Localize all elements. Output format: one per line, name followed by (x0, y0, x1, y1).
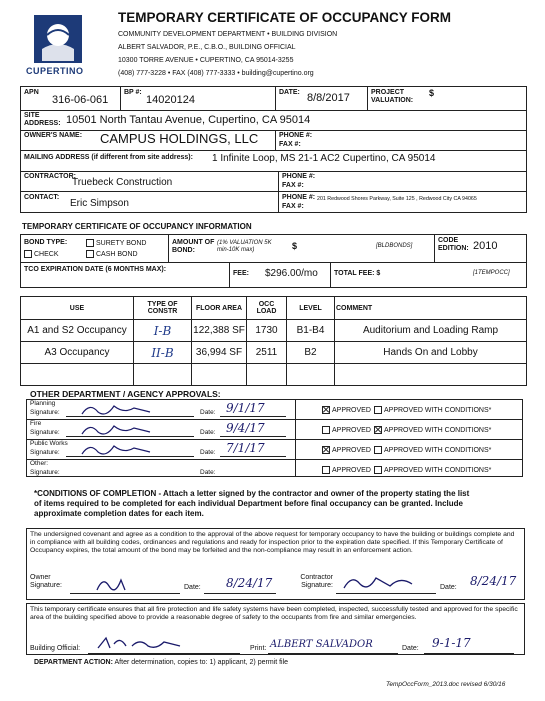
owner-date[interactable]: 8/24/17 (226, 576, 273, 590)
approved-conditions-checkbox[interactable] (374, 426, 382, 434)
cell-use[interactable]: A1 and S2 Occupancy (21, 320, 134, 342)
seal-emblem-icon (36, 17, 80, 61)
cell-area[interactable]: 36,994 SF (192, 342, 247, 364)
valuation-label: PROJECT VALUATION: (371, 89, 414, 104)
approved-conditions-checkbox[interactable] (374, 406, 382, 414)
tco-section-title: TEMPORARY CERTIFICATE OF OCCUPANCY INFORMATION (22, 222, 252, 231)
owner-label: OWNER'S NAME: (24, 132, 83, 139)
date-label: Date: (200, 469, 216, 476)
bp-label: BP #: (124, 89, 142, 96)
cell-load[interactable]: 2511 (247, 342, 287, 364)
tco-expiration-label: TCO EXPIRATION DATE (6 MONTHS MAX): (24, 266, 167, 273)
official-date[interactable]: 9-1-17 (432, 636, 471, 650)
dept-name: Planning (30, 400, 56, 407)
signature-scribble-icon (80, 420, 170, 438)
revision-note: TempOccForm_2013.doc revised 6/30/16 (386, 681, 506, 688)
form-title: TEMPORARY CERTIFICATE OF OCCUPANCY FORM (118, 10, 452, 25)
approved-conditions-checkbox[interactable] (374, 466, 382, 474)
date-label: Date: (200, 409, 216, 416)
print-name[interactable]: ALBERT SALVADOR (270, 639, 373, 650)
amount-sign: $ (292, 241, 298, 251)
cell-level[interactable]: B2 (287, 342, 335, 364)
col-area: FLOOR AREA (192, 297, 247, 320)
surety-option[interactable]: SURETY BOND (86, 239, 146, 248)
cell-type[interactable]: I-B (134, 320, 192, 342)
approved-checkbox[interactable] (322, 446, 330, 454)
apn-value[interactable]: 316-06-061 (52, 94, 109, 106)
approved-conditions-option[interactable]: APPROVED WITH CONDITIONS* (374, 426, 491, 434)
amount-note: (1% VALUATION 5K min-10K max) (217, 240, 272, 253)
official-text: This temporary certificate ensures that all fire protection and life safety systems have been completed, inspected, successfully tested and approved for the specific area of the building specified above to provide a reasonable degree of safety to the occupants from fire and similar emergencies. (30, 606, 518, 621)
cell-level[interactable]: B1-B4 (287, 320, 335, 342)
approval-date[interactable]: 9/1/17 (226, 401, 265, 415)
approved-checkbox[interactable] (322, 406, 330, 414)
contact-phone-value[interactable]: 201 Redwood Shores Parkway, Suite 125 , Redwood City CA 94065 (317, 196, 477, 202)
cash-checkbox[interactable] (86, 250, 94, 258)
date-label: DATE: (279, 89, 300, 96)
action-label: DEPARTMENT ACTION: (34, 659, 113, 666)
city-seal (34, 15, 82, 63)
contractor-label: CONTRACTOR: (24, 173, 76, 180)
contact-label: CONTACT: (24, 194, 60, 201)
surety-checkbox[interactable] (86, 239, 94, 247)
signature-scribble-icon (80, 440, 170, 458)
fee-value[interactable]: $296.00/mo (265, 268, 318, 279)
col-comment: COMMENT (335, 297, 527, 320)
approved-option[interactable]: APPROVED (322, 446, 371, 454)
table-row (21, 342, 527, 364)
valuation-sign: $ (429, 88, 435, 98)
col-type: TYPE OF CONSTR (134, 297, 192, 320)
bp-value[interactable]: 14020124 (146, 94, 195, 106)
signature-label: Signature: (30, 469, 60, 476)
cell-level[interactable] (287, 364, 335, 386)
contractor-date[interactable]: 8/24/17 (470, 574, 517, 588)
logo-text: CUPERTINO (26, 66, 84, 76)
conditions-text: *CONDITIONS OF COMPLETION - Attach a letter signed by the contractor and owner of the property stating the list of items required to be completed for each individual Department before final occupancy can be granted. Include approximate completion dates for each item. (34, 489, 470, 518)
contact-phone-label: PHONE #: (282, 194, 316, 201)
bldbonds-code: [BLDBONDS] (376, 243, 413, 249)
action-text: After determination, copies to: 1) applicant, 2) permit file (114, 659, 289, 666)
date-label: Date: (200, 449, 216, 456)
building-official-label: Building Official: (30, 645, 81, 652)
check-checkbox[interactable] (24, 250, 32, 258)
approved-conditions-checkbox[interactable] (374, 446, 382, 454)
approved-option[interactable]: APPROVED (322, 406, 371, 414)
signature-scribble-icon (80, 400, 170, 418)
approved-checkbox[interactable] (322, 466, 330, 474)
cell-use[interactable]: A3 Occupancy (21, 342, 134, 364)
approval-date[interactable]: 9/4/17 (226, 421, 265, 435)
mailing-value[interactable]: 1 Infinite Loop, MS 21-1 AC2 Cupertino, CA 95014 (212, 153, 436, 164)
table-header-row (21, 297, 527, 320)
approved-conditions-option[interactable]: APPROVED WITH CONDITIONS* (374, 466, 491, 474)
signature-label: Signature: (30, 429, 60, 436)
approval-signature[interactable] (80, 440, 170, 463)
contact-fax-label: FAX #: (282, 203, 304, 210)
signature-label: Signature: (30, 449, 60, 456)
dept-name: Fire (30, 420, 42, 427)
cell-use[interactable] (21, 364, 134, 386)
approved-option[interactable]: APPROVED (322, 466, 371, 474)
contractor-signature-scribble-icon (340, 570, 430, 594)
contact-value[interactable]: Eric Simpson (70, 198, 129, 209)
owner-signature-label: Owner Signature: (30, 574, 62, 589)
contractor-value[interactable]: Truebeck Construction (72, 177, 173, 188)
table-row (21, 320, 527, 342)
approved-conditions-option[interactable]: APPROVED WITH CONDITIONS* (374, 446, 491, 454)
official-date-label: Date: (402, 645, 419, 652)
date-value[interactable]: 8/8/2017 (307, 92, 350, 104)
mailing-label: MAILING ADDRESS (if different from site address): (24, 154, 193, 161)
approved-checkbox[interactable] (322, 426, 330, 434)
official-line: ALBERT SALVADOR, P.E., C.B.O., BUILDING OFFICIAL (118, 44, 296, 51)
site-label: SITE ADDRESS: (24, 112, 61, 127)
approval-date[interactable]: 7/1/17 (226, 441, 265, 455)
covenant-text: The undersigned covenant and agree as a condition to the approval of the above request for temporary occupancy to have the building or buildings complete and in compliance with all building codes, ordinances and regulations and ready for inspection prior to the expiration date specified. If this Temporary Certificate of Occupancy expires, the total amount of the bond may be forfeited and the non-compliance may result in an enforcement action. (30, 531, 515, 554)
col-level: LEVEL (287, 297, 335, 320)
print-label: Print: (250, 645, 267, 652)
owner-fax-label: FAX #: (279, 141, 301, 148)
contractor-fax-label: FAX #: (282, 182, 304, 189)
occupancy-use-table (20, 296, 527, 386)
contractor-signature-label: Contractor Signature: (300, 574, 333, 589)
owner-date-label: Date: (184, 584, 201, 591)
cell-comment[interactable]: Hands On and Lobby (335, 342, 527, 364)
cell-area[interactable] (192, 364, 247, 386)
cell-area[interactable]: 122,388 SF (192, 320, 247, 342)
total-fee-label: TOTAL FEE: $ (334, 270, 381, 277)
check-option[interactable]: CHECK (24, 250, 59, 259)
approved-option[interactable]: APPROVED (322, 426, 371, 434)
dept-name: Other: (30, 460, 49, 467)
fee-label: FEE: (233, 270, 249, 277)
amount-label: AMOUNT OF BOND: (172, 239, 215, 254)
cell-type[interactable]: II-B (134, 342, 192, 364)
contact-line: (408) 777-3228 • FAX (408) 777-3333 • building@cupertino.org (118, 70, 314, 77)
apn-label: APN (24, 89, 39, 96)
contractor-date-label: Date: (440, 584, 457, 591)
code-edition-label: CODE EDITION: (438, 237, 469, 252)
table-row (21, 364, 527, 386)
dept-line: COMMUNITY DEVELOPMENT DEPARTMENT • BUILDING DIVISION (118, 31, 338, 38)
cell-type[interactable] (134, 364, 192, 386)
date-label: Date: (200, 429, 216, 436)
owner-value[interactable]: CAMPUS HOLDINGS, LLC (100, 131, 259, 146)
official-signature-scribble-icon (96, 634, 196, 654)
col-load: OCC LOAD (247, 297, 287, 320)
col-use: USE (21, 297, 134, 320)
cash-option[interactable]: CASH BOND (86, 250, 138, 259)
site-value[interactable]: 10501 North Tantau Avenue, Cupertino, CA 95014 (66, 114, 311, 126)
cell-load[interactable]: 1730 (247, 320, 287, 342)
cell-comment[interactable]: Auditorium and Loading Ramp (335, 320, 527, 342)
owner-signature-scribble-icon (95, 574, 131, 594)
code-edition-value[interactable]: 2010 (473, 240, 498, 252)
cell-comment[interactable] (335, 364, 527, 386)
approved-conditions-option[interactable]: APPROVED WITH CONDITIONS* (374, 406, 491, 414)
address-line: 10300 TORRE AVENUE • CUPERTINO, CA 95014-3255 (118, 57, 294, 64)
bond-type-label: BOND TYPE: (24, 239, 68, 246)
owner-phone-label: PHONE #: (279, 132, 313, 139)
department-action (34, 659, 288, 666)
approvals-title: OTHER DEPARTMENT / AGENCY APPROVALS: (30, 389, 221, 399)
cell-load[interactable] (247, 364, 287, 386)
tempocc-code: [1TEMPOCC] (473, 270, 510, 276)
dept-name: Public Works (30, 440, 68, 447)
contractor-phone-label: PHONE #: (282, 173, 316, 180)
signature-label: Signature: (30, 409, 60, 416)
